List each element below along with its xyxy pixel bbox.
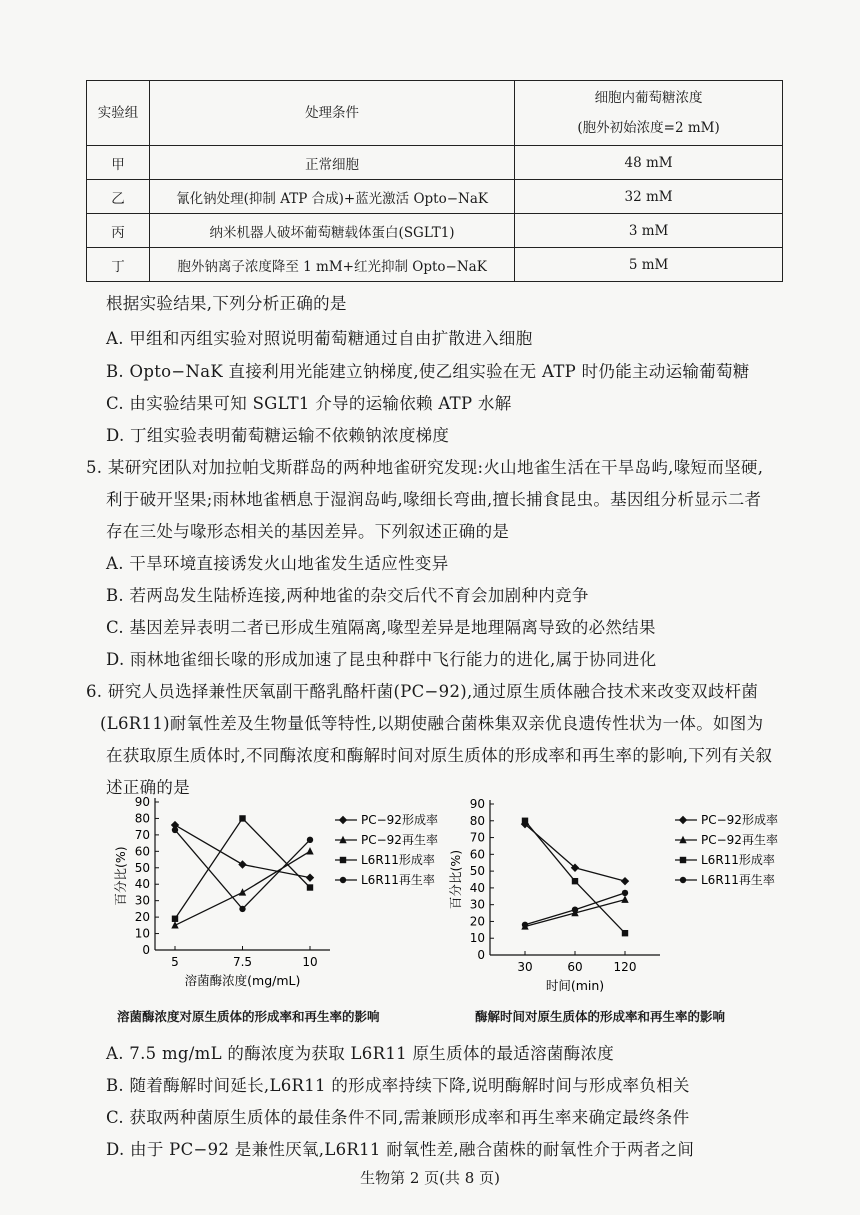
chart-legend bbox=[675, 812, 778, 887]
chart-svg bbox=[450, 795, 780, 1005]
legend-marker bbox=[680, 857, 686, 863]
row-group: 乙 bbox=[87, 180, 150, 214]
data-point bbox=[622, 890, 628, 896]
y-tick-label: 50 bbox=[469, 864, 485, 879]
data-point bbox=[239, 815, 245, 821]
row-value: 5 mM bbox=[515, 248, 783, 282]
x-tick-label: 5 bbox=[171, 955, 179, 969]
data-point bbox=[171, 921, 178, 928]
y-tick-label: 30 bbox=[469, 897, 485, 912]
data-point bbox=[621, 895, 628, 902]
series-line bbox=[525, 824, 625, 881]
row-group: 丙 bbox=[87, 214, 150, 248]
x-axis-label: 时间(min) bbox=[545, 978, 605, 993]
series-line bbox=[175, 825, 310, 878]
q6-option-a: A. 7.5 mg/mL 的酶浓度为获取 L6R11 原生质体的最适溶菌酶浓度 bbox=[106, 1044, 615, 1063]
row-group: 丁 bbox=[87, 248, 150, 282]
x-tick-label: 10 bbox=[302, 955, 318, 969]
q6-stem-line: 述正确的是 bbox=[106, 778, 190, 797]
legend-label: PC−92再生率 bbox=[701, 833, 778, 847]
x-tick-label: 30 bbox=[517, 960, 533, 974]
legend-label: L6R11形成率 bbox=[361, 853, 435, 867]
y-tick-label: 70 bbox=[469, 830, 485, 845]
legend-marker bbox=[339, 816, 347, 824]
q4-option-d: D. 丁组实验表明葡萄糖运输不依赖钠浓度梯度 bbox=[106, 426, 450, 445]
x-tick-label: 7.5 bbox=[232, 955, 253, 969]
legend-marker bbox=[680, 877, 686, 883]
row-condition: 纳米机器人破坏葡萄糖载体蛋白(SGLT1) bbox=[150, 214, 515, 248]
y-tick-label: 20 bbox=[134, 910, 150, 925]
row-condition: 氰化钠处理(抑制 ATP 合成)+蓝光激活 Opto−NaK bbox=[150, 180, 515, 214]
q5-option-c: C. 基因差异表明二者已形成生殖隔离,喙型差异是地理隔离导致的必然结果 bbox=[106, 618, 656, 637]
x-tick-label: 60 bbox=[567, 960, 583, 974]
y-tick-label: 10 bbox=[134, 926, 150, 941]
q6-option-b: B. 随着酶解时间延长,L6R11 的形成率持续下降,说明酶解时间与形成率负相关 bbox=[106, 1076, 690, 1095]
row-group: 甲 bbox=[87, 146, 150, 180]
legend-label: PC−92形成率 bbox=[701, 813, 778, 827]
y-tick-label: 70 bbox=[134, 827, 150, 842]
chart-svg bbox=[105, 795, 465, 1005]
q6-stem-line: (L6R11)耐氧性差及生物量低等特性,以期使融合菌株集双亲优良遗传性状为一体。如图为 bbox=[100, 714, 764, 733]
data-point bbox=[172, 916, 178, 922]
row-value: 48 mM bbox=[515, 146, 783, 180]
row-condition: 胞外钠离子浓度降至 1 mM+红光抑制 Opto−NaK bbox=[150, 248, 515, 282]
legend-label: L6R11再生率 bbox=[361, 873, 435, 887]
data-point bbox=[238, 860, 246, 868]
q6-option-d: D. 由于 PC−92 是兼性厌氧,L6R11 耐氧性差,融合菌株的耐氧性介于两者之间 bbox=[106, 1140, 695, 1159]
q5-option-d: D. 雨林地雀细长喙的形成加速了昆虫种群中飞行能力的进化,属于协同进化 bbox=[106, 650, 657, 669]
experiment-table bbox=[86, 80, 783, 282]
y-axis-label: 百分比(%) bbox=[113, 846, 128, 906]
q5-option-b: B. 若两岛发生陆桥连接,两种地雀的杂交后代不育会加剧种内竞争 bbox=[106, 586, 589, 605]
y-tick-label: 90 bbox=[469, 797, 485, 811]
y-tick-label: 0 bbox=[477, 948, 485, 962]
x-tick-label: 120 bbox=[613, 960, 637, 974]
header-group: 实验组 bbox=[87, 81, 150, 146]
x-axis-label: 溶菌酶浓度(mg/mL) bbox=[184, 973, 301, 988]
table-row bbox=[87, 180, 783, 214]
legend-marker bbox=[340, 877, 346, 883]
y-tick-label: 20 bbox=[469, 914, 485, 929]
data-point bbox=[307, 837, 313, 843]
table-row bbox=[87, 248, 783, 282]
data-point bbox=[306, 847, 313, 854]
series-line bbox=[175, 830, 310, 909]
data-point bbox=[621, 877, 629, 885]
series-0 bbox=[521, 820, 629, 885]
series-1 bbox=[171, 847, 313, 928]
q4-stem: 根据实验结果,下列分析正确的是 bbox=[106, 294, 347, 313]
q5-stem-line: 存在三处与喙形态相关的基因差异。下列叙述正确的是 bbox=[106, 522, 510, 541]
row-value: 3 mM bbox=[515, 214, 783, 248]
data-point bbox=[307, 884, 313, 890]
y-tick-label: 60 bbox=[134, 844, 150, 859]
chart-enzyme-concentration bbox=[105, 795, 465, 1009]
data-point bbox=[622, 930, 628, 936]
table-row bbox=[87, 214, 783, 248]
data-point bbox=[522, 922, 528, 928]
series-2 bbox=[522, 818, 628, 937]
y-tick-label: 40 bbox=[134, 877, 150, 892]
data-point bbox=[239, 888, 246, 895]
legend-marker bbox=[340, 857, 346, 863]
legend-label: PC−92再生率 bbox=[361, 833, 438, 847]
table-row bbox=[87, 146, 783, 180]
y-tick-label: 80 bbox=[134, 811, 150, 826]
q6-stem-line: 在获取原生质体时,不同酶浓度和酶解时间对原生质体的形成率和再生率的影响,下列有关叙 bbox=[106, 746, 773, 765]
y-tick-label: 80 bbox=[469, 813, 485, 828]
header-condition: 处理条件 bbox=[150, 81, 515, 146]
y-tick-label: 10 bbox=[469, 931, 485, 946]
q6-stem-line: 6. 研究人员选择兼性厌氧副干酪乳酪杆菌(PC−92),通过原生质体融合技术来改变双歧杆菌 bbox=[86, 682, 759, 701]
data-point bbox=[306, 873, 314, 881]
chart-caption: 溶菌酶浓度对原生质体的形成率和再生率的影响 bbox=[117, 1009, 380, 1024]
series-3 bbox=[522, 890, 628, 928]
chart-caption: 酶解时间对原生质体的形成率和再生率的影响 bbox=[475, 1009, 726, 1024]
y-tick-label: 50 bbox=[134, 860, 150, 875]
q4-option-b: B. Opto−NaK 直接利用光能建立钠梯度,使乙组实验在无 ATP 时仍能主动运输葡萄糖 bbox=[106, 362, 750, 381]
legend-label: L6R11再生率 bbox=[701, 873, 775, 887]
data-point bbox=[239, 906, 245, 912]
chart-legend bbox=[335, 812, 438, 887]
chart-axes bbox=[448, 797, 660, 993]
q6-option-c: C. 获取两种菌原生质体的最佳条件不同,需兼顾形成率和再生率来确定最终条件 bbox=[106, 1108, 690, 1127]
page-footer: 生物第 2 页(共 8 页) bbox=[360, 1169, 500, 1187]
y-tick-label: 40 bbox=[469, 880, 485, 895]
data-point bbox=[172, 827, 178, 833]
table-header-row bbox=[87, 81, 783, 146]
legend-marker bbox=[679, 816, 687, 824]
y-axis-label: 百分比(%) bbox=[448, 849, 463, 910]
data-point bbox=[572, 878, 578, 884]
chart-axes bbox=[113, 795, 330, 988]
legend-label: PC−92形成率 bbox=[361, 813, 438, 827]
q4-option-a: A. 甲组和丙组实验对照说明葡萄糖通过自由扩散进入细胞 bbox=[106, 329, 533, 348]
q5-stem-line: 5. 某研究团队对加拉帕戈斯群岛的两种地雀研究发现:火山地雀生活在干旱岛屿,喙短而坚硬, bbox=[86, 458, 764, 477]
y-tick-label: 0 bbox=[142, 943, 150, 957]
data-point bbox=[572, 907, 578, 913]
row-value: 32 mM bbox=[515, 180, 783, 214]
header-concentration: 细胞内葡萄糖浓度 (胞外初始浓度=2 mM) bbox=[515, 81, 783, 146]
data-point bbox=[522, 818, 528, 824]
y-tick-label: 30 bbox=[134, 893, 150, 908]
series-0 bbox=[171, 821, 314, 882]
y-tick-label: 90 bbox=[134, 795, 150, 809]
q4-option-c: C. 由实验结果可知 SGLT1 介导的运输依赖 ATP 水解 bbox=[106, 394, 512, 413]
q5-stem-line: 利于破开坚果;雨林地雀栖息于湿润岛屿,喙细长弯曲,擅长捕食昆虫。基因组分析显示二者 bbox=[106, 490, 762, 509]
y-tick-label: 60 bbox=[469, 847, 485, 862]
row-condition: 正常细胞 bbox=[150, 146, 515, 180]
q5-option-a: A. 干旱环境直接诱发火山地雀发生适应性变异 bbox=[106, 554, 449, 573]
chart-digestion-time bbox=[450, 795, 780, 1009]
legend-label: L6R11形成率 bbox=[701, 853, 775, 867]
